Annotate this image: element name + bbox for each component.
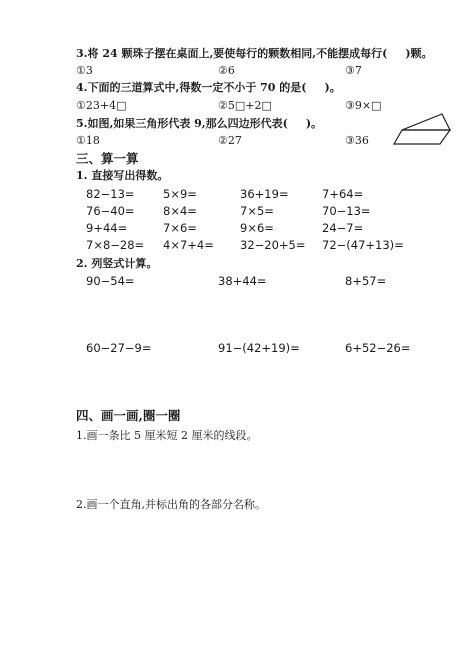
calc-r1-c1[interactable]: 82−13= bbox=[86, 187, 135, 201]
section-3-q1: 1. 直接写出得数。 bbox=[76, 169, 169, 182]
question-stem-end: )。 bbox=[324, 81, 341, 94]
section-3-title: 三、算一算 bbox=[76, 151, 139, 166]
option-q3-2[interactable]: ②6 bbox=[218, 64, 235, 77]
option-q4-3[interactable]: ③9×□ bbox=[345, 99, 382, 112]
calc-r1-c4[interactable]: 7+64= bbox=[322, 187, 364, 201]
vertical-calc-6[interactable]: 6+52−26= bbox=[345, 341, 411, 355]
vertical-calc-5[interactable]: 91−(42+19)= bbox=[218, 341, 300, 355]
calc-r4-c3[interactable]: 32−20+5= bbox=[240, 238, 306, 252]
question-stem: 如图,如果三角形代表 9,那么四边形代表( bbox=[87, 117, 288, 130]
section-4-q2: 2.画一个直角,并标出角的各部分名称。 bbox=[76, 498, 266, 511]
parallelogram-shape bbox=[394, 130, 450, 144]
question-stem-end: )。 bbox=[305, 117, 323, 130]
calc-r2-c3[interactable]: 7×5= bbox=[240, 204, 274, 218]
option-q3-1[interactable]: ①3 bbox=[76, 64, 93, 77]
calc-r2-c2[interactable]: 8×4= bbox=[163, 204, 197, 218]
calc-r3-c1[interactable]: 9+44= bbox=[86, 221, 128, 235]
option-q5-2[interactable]: ②27 bbox=[218, 134, 242, 147]
question-stem-end: )颗。 bbox=[405, 47, 433, 60]
calc-r4-c4[interactable]: 72−(47+13)= bbox=[322, 238, 404, 252]
section-4-title: 四、画一画,圈一圈 bbox=[76, 408, 181, 423]
question-4 bbox=[76, 81, 341, 95]
option-q4-2[interactable]: ②5□+2□ bbox=[218, 99, 272, 112]
option-q3-3[interactable]: ③7 bbox=[345, 64, 362, 77]
question-number: 3. bbox=[76, 47, 88, 60]
vertical-calc-1[interactable]: 90−54= bbox=[86, 274, 135, 288]
vertical-calc-2[interactable]: 38+44= bbox=[218, 274, 267, 288]
option-q5-3[interactable]: ③36 bbox=[345, 134, 369, 147]
calc-r3-c4[interactable]: 24−7= bbox=[322, 221, 364, 235]
question-number: 5. bbox=[76, 117, 88, 130]
option-q4-1[interactable]: ①23+4□ bbox=[76, 99, 127, 112]
calc-r3-c3[interactable]: 9×6= bbox=[240, 221, 274, 235]
calc-r4-c2[interactable]: 4×7+4= bbox=[163, 238, 214, 252]
question-number: 4. bbox=[76, 81, 88, 94]
calc-r2-c1[interactable]: 76−40= bbox=[86, 204, 135, 218]
calc-r2-c4[interactable]: 70−13= bbox=[322, 204, 371, 218]
section-3-q2: 2. 列竖式计算。 bbox=[76, 257, 158, 270]
calc-r1-c2[interactable]: 5×9= bbox=[163, 187, 197, 201]
vertical-calc-4[interactable]: 60−27−9= bbox=[86, 341, 152, 355]
calc-r4-c1[interactable]: 7×8−28= bbox=[86, 238, 145, 252]
question-5 bbox=[76, 117, 322, 131]
question-stem: 将 24 颗珠子摆在桌面上,要使每行的颗数相同,不能摆成每行( bbox=[87, 47, 388, 60]
triangle-shape bbox=[402, 114, 450, 130]
section-4-q1: 1.画一条比 5 厘米短 2 厘米的线段。 bbox=[76, 429, 258, 442]
option-q5-1[interactable]: ①18 bbox=[76, 134, 100, 147]
question-3 bbox=[76, 47, 433, 61]
triangle-quadrilateral-figure bbox=[392, 110, 462, 150]
calc-r3-c2[interactable]: 7×6= bbox=[163, 221, 197, 235]
vertical-calc-3[interactable]: 8+57= bbox=[345, 274, 387, 288]
question-stem: 下面的三道算式中,得数一定不小于 70 的是( bbox=[87, 81, 307, 94]
calc-r1-c3[interactable]: 36+19= bbox=[240, 187, 289, 201]
